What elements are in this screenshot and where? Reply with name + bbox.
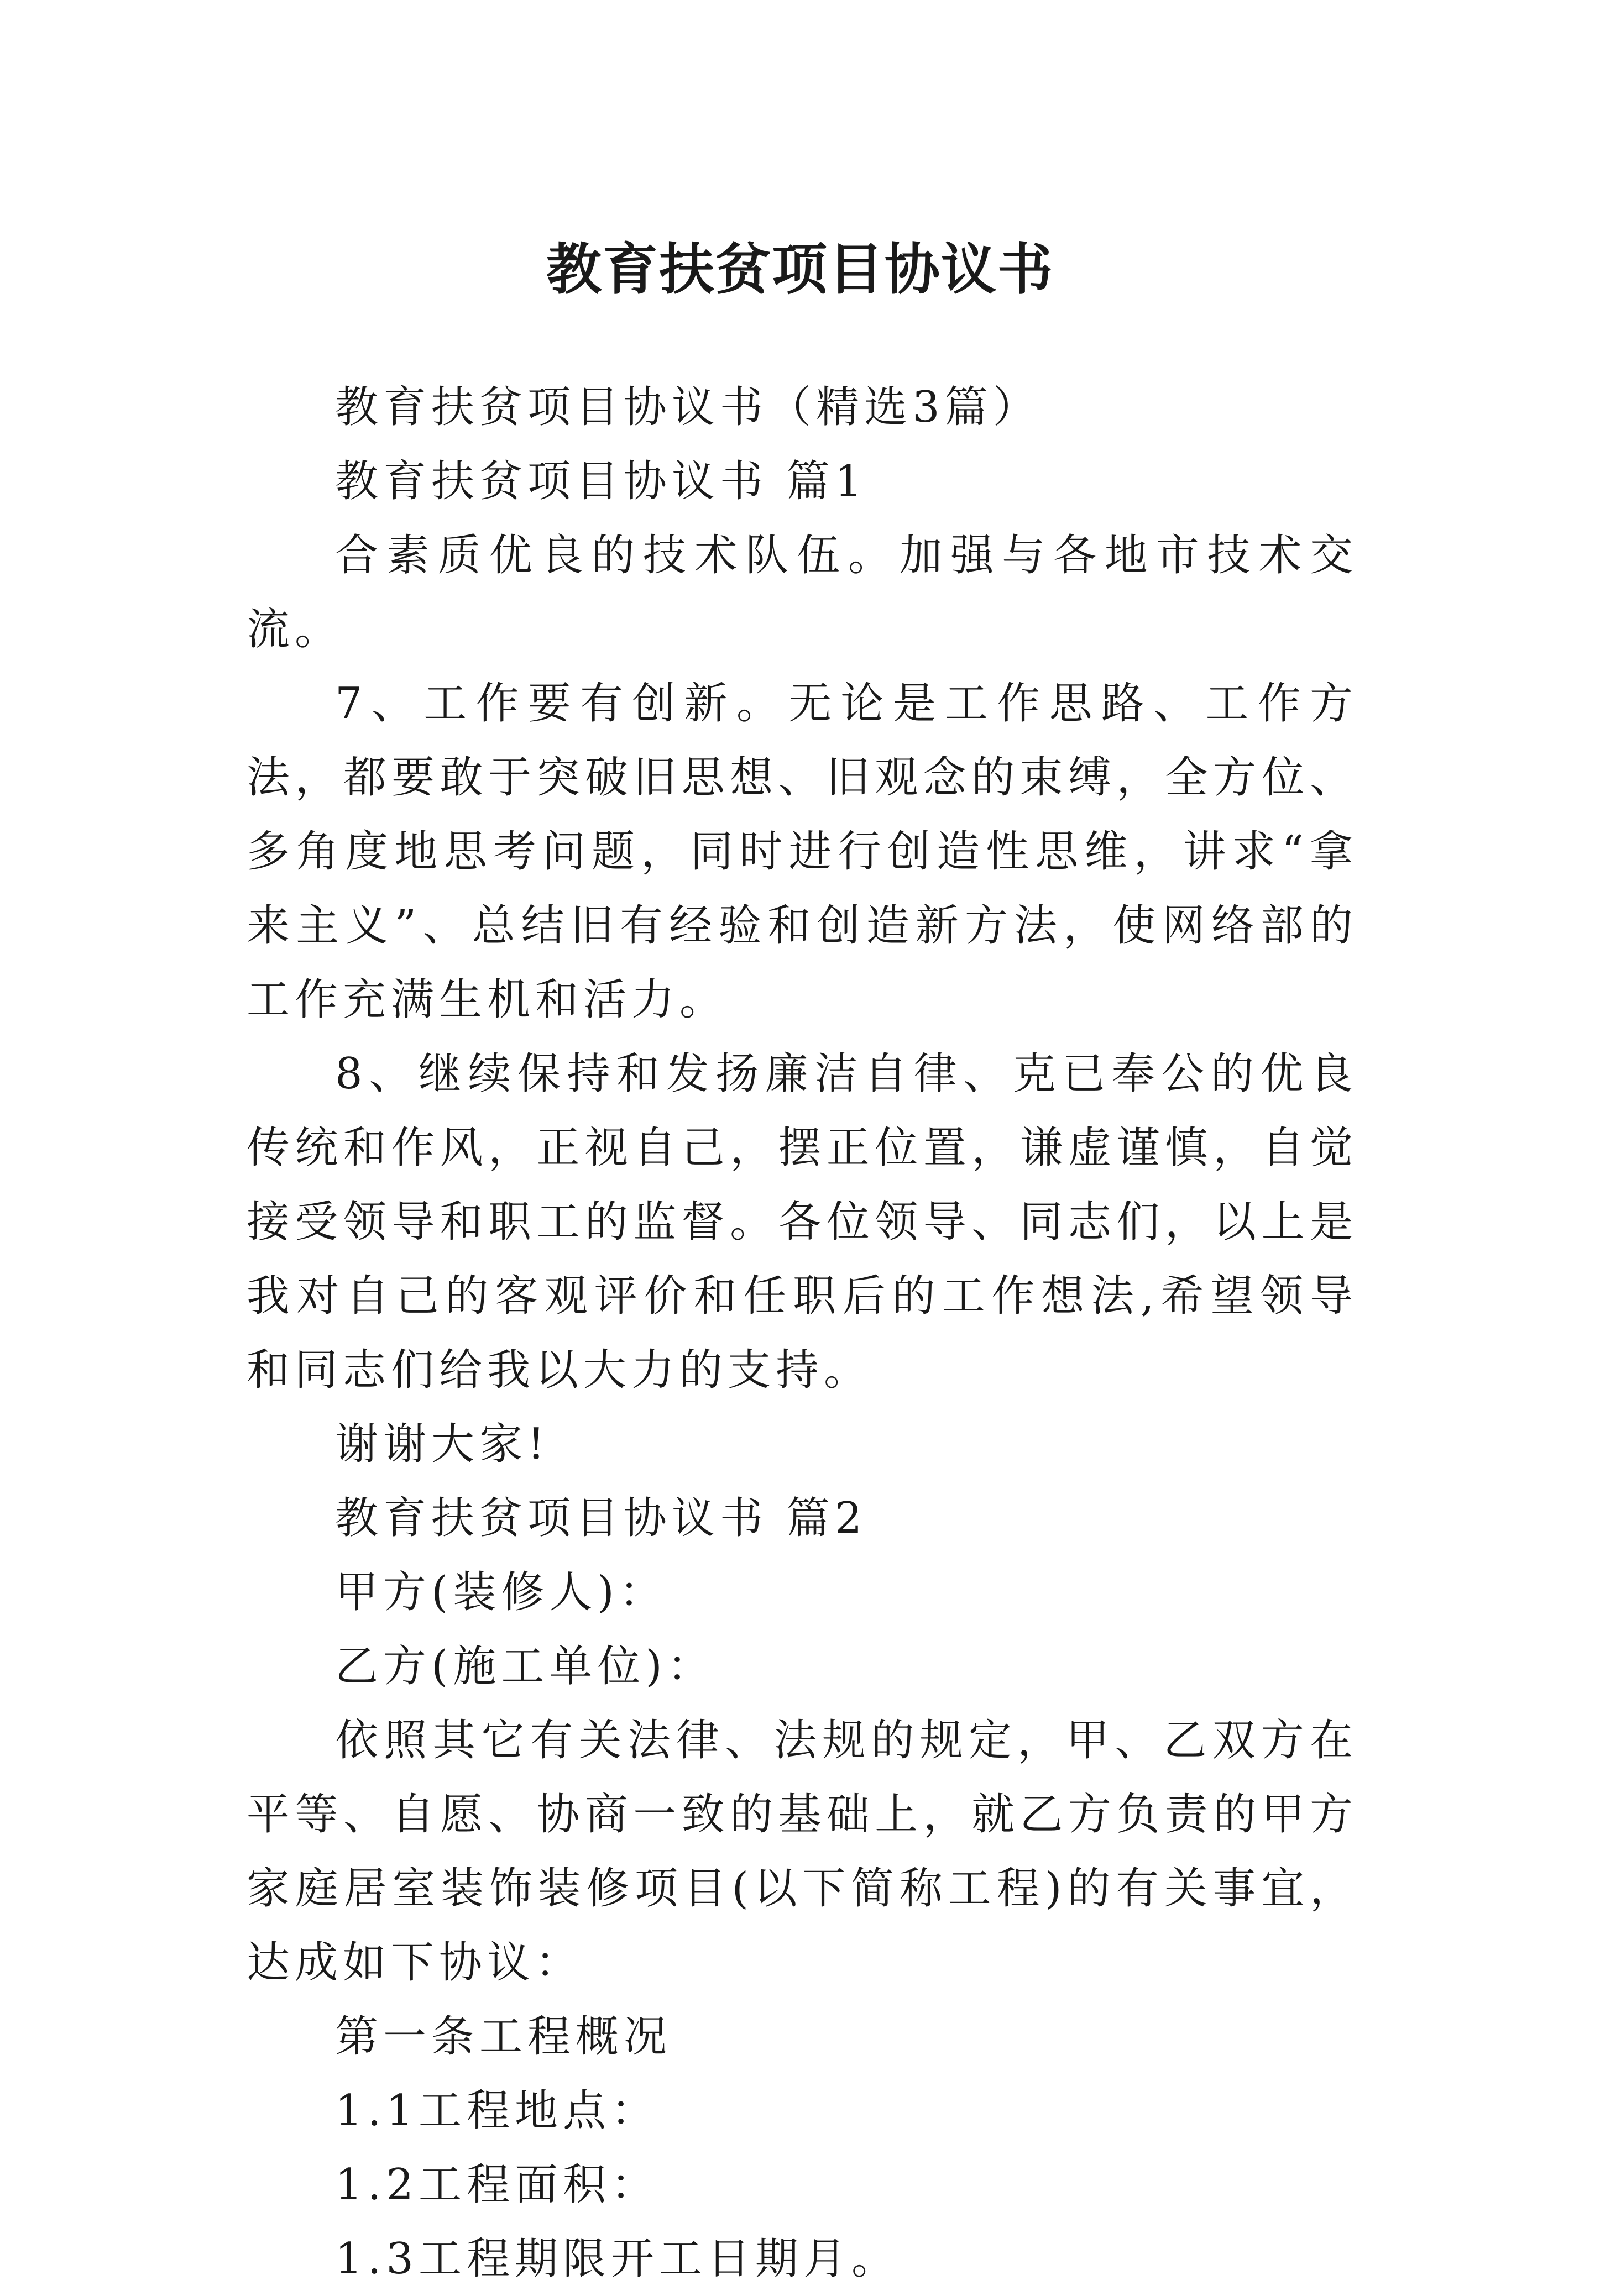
article-heading: 第一条工程概况 — [335, 2012, 672, 2062]
section-heading-1: 教育扶贫项目协议书 篇1 — [335, 457, 867, 506]
body-paragraph: 谢谢大家! — [335, 1419, 550, 1469]
body-paragraph: 合素质优良的技术队伍。加强与各地市技术交流。 — [247, 531, 1358, 654]
body-paragraph: 依照其它有关法律、法规的规定，甲、乙双方在平等、自愿、协商一致的基础上，就乙方负责的甲方家庭居室装饰装修项目(以下简称工程)的有关事宜，达成如下协议： — [247, 1716, 1358, 1988]
body-paragraph: 7、工作要有创新。无论是工作思路、工作方法，都要敢于突破旧思想、旧观念的束缚，全方位、多角度地思考问题，同时进行创造性思维，讲求“拿来主义”、总结旧有经验和创造新方法，使网络部的工作充满生机和活力。 — [247, 679, 1358, 1025]
section-heading-2: 教育扶贫项目协议书 篇2 — [335, 1493, 867, 1543]
party-b-line: 乙方(施工单位)： — [335, 1642, 715, 1691]
clause-line: 1.1工程地点： — [335, 2086, 660, 2136]
document-title: 教育扶贫项目协议书 — [546, 237, 1054, 302]
document-body — [247, 370, 1358, 2296]
clause-line: 1.3工程期限开工日期月。 — [335, 2234, 900, 2284]
clause-line: 1.2工程面积： — [335, 2160, 660, 2210]
collection-heading: 教育扶贫项目协议书（精选3篇） — [335, 382, 1041, 432]
body-paragraph: 8、继续保持和发扬廉洁自律、克已奉公的优良传统和作风，正视自己，摆正位置，谦虚谨慎，自觉接受领导和职工的监督。各位领导、同志们，以上是我对自己的客观评价和任职后的工作想法,希望领导和同志们给我以大力的支持。 — [247, 1049, 1358, 1395]
party-a-line: 甲方(装修人)： — [335, 1568, 667, 1617]
